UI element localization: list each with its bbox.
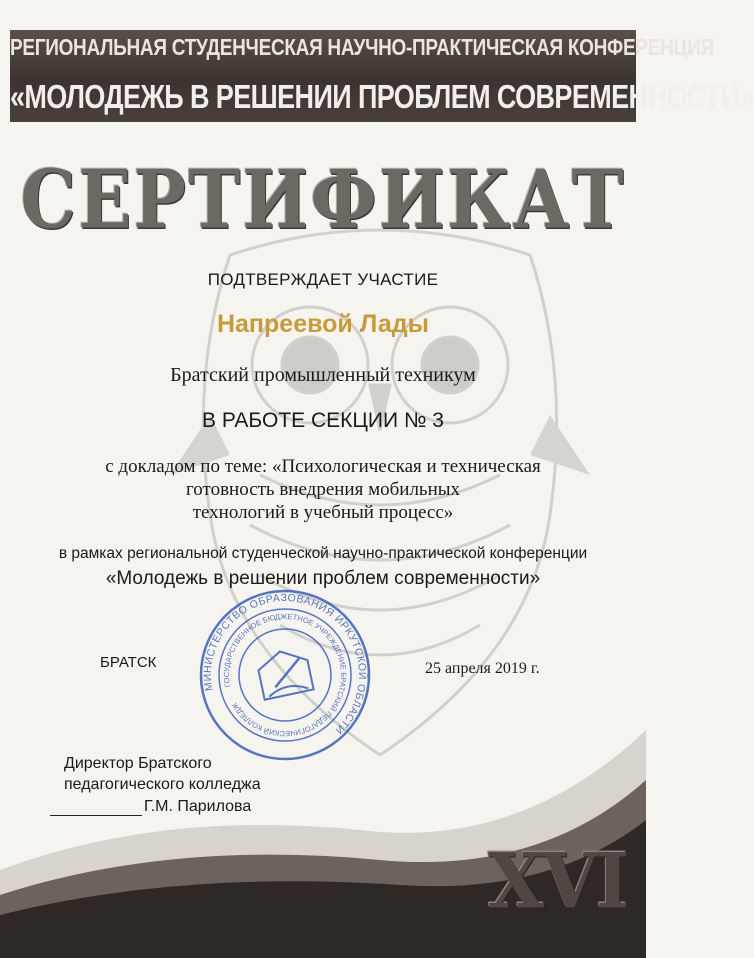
report-topic	[60, 455, 586, 524]
section-number: В РАБОТЕ СЕКЦИИ № 3	[201, 409, 444, 432]
topic-line: готовность внедрения мобильных	[185, 479, 461, 500]
stamp-outer-text: МИНИСТЕРСТВО ОБРАЗОВАНИЯ ИРКУТСКОЙ ОБЛАСТИ	[201, 591, 369, 737]
stamp-inner-text: ГОСУДАРСТВЕННОЕ БЮДЖЕТНОЕ УЧРЕЖДЕНИЕ БРАТСКИЙ ПЕДАГОГИЧЕСКИЙ КОЛЛЕДЖ	[221, 611, 349, 739]
signer-title-line1: Директор Братского	[64, 755, 212, 772]
conference-framework: в рамках региональной студенческой научно-практической конференции	[58, 545, 588, 562]
signer-name: Г.М. Парилова	[144, 798, 252, 815]
signer-title-line2: педагогического колледжа	[64, 776, 261, 793]
conference-name: «МОЛОДЕЖЬ В РЕШЕНИИ ПРОБЛЕМ СОВРЕМЕННОСТИ»	[10, 78, 754, 116]
certificate-title: СЕРТИФИКАТ	[20, 151, 626, 248]
header-banner	[10, 30, 754, 122]
conference-type: РЕГИОНАЛЬНАЯ СТУДЕНЧЕСКАЯ НАУЧНО-ПРАКТИЧЕСКАЯ КОНФЕРЕНЦИЯ	[10, 35, 714, 61]
official-stamp-icon	[195, 585, 375, 765]
city: БРАТСК	[100, 654, 157, 671]
issue-date: 25 апреля 2019 г.	[425, 660, 540, 677]
edition-number: XVI	[488, 835, 628, 926]
conference-title-quote: «Молодежь в решении проблем современности»	[105, 568, 541, 589]
signature-line	[50, 815, 142, 816]
topic-line: технологий в учебный процесс»	[192, 502, 454, 523]
recipient-organization: Братский промышленный техникум	[170, 364, 476, 386]
confirms-participation: ПОДТВЕРЖДАЕТ УЧАСТИЕ	[207, 270, 439, 289]
topic-line: с докладом по теме: «Психологическая и техническая	[105, 456, 541, 477]
recipient-name: Напреевой Лады	[216, 310, 430, 338]
